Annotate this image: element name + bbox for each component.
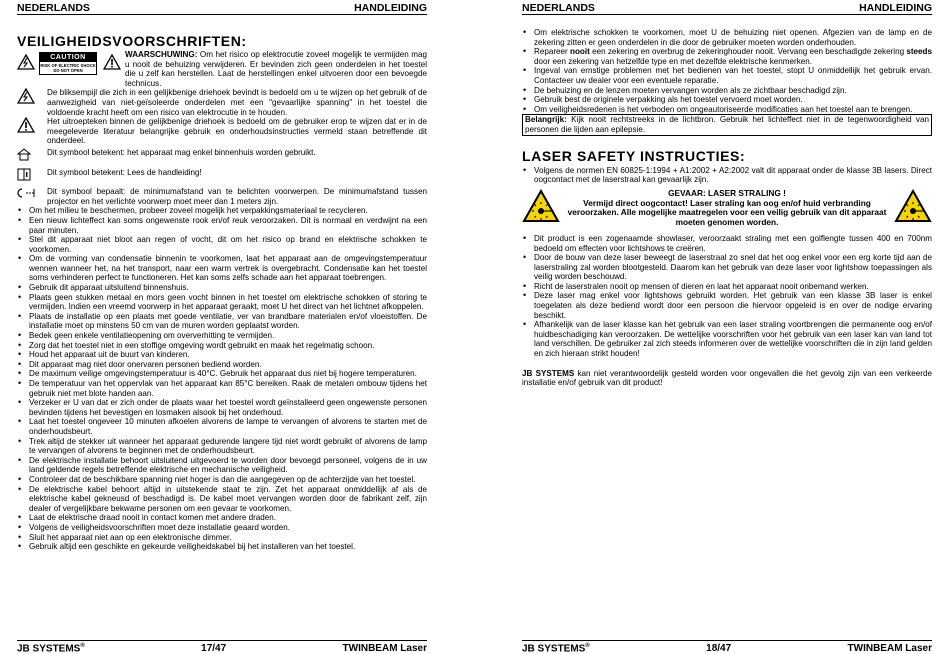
section-title: VEILIGHEIDSVOORSCHRIFTEN: xyxy=(17,33,247,49)
item-text: Gebruik best de originele verpakking als het toestel vervoerd moet worden. xyxy=(534,95,803,105)
list-item: • Een nieuw lichteffect kan soms ongewenste rook en/of reuk veroorzaken. Dit is normaal en verdwijnt na een paar minuten. xyxy=(17,216,427,235)
list-item xyxy=(522,66,932,85)
lightning-text: De bliksempijl die zich in een gelijkbenige driehoek bevindt is bedoeld om u te wijzen op het gebruik of de aanwezigheid van niet-geïsoleerde onderdelen met een "gevaarlijke spanning" in het toestel die voldoende kracht heeft om een risico van elektrocutie in te houden. xyxy=(47,88,427,117)
item-text: Repareer xyxy=(534,47,571,57)
warning-text: Om het risico op elektrocutie zoveel mogelijk te vermijden mag u nooit de behuizing verwijderen. Er bevinden zich geen onderdelen in het toestel die u zelf kan herstellen. Laat de herstellingen enkel uitvoeren door een bevoegde technicus. xyxy=(125,50,427,88)
emphasis-text: steeds xyxy=(906,47,932,57)
manual-row xyxy=(17,168,427,184)
lightning-triangle-icon xyxy=(17,50,39,73)
list-item: • Verzeker er U van dat er zich onder de plaats waar het toestel wordt geïnstalleerd geen ongewenste personen bevinden tijdens het bevestigen en losmaken alsook bij het onderhoud. xyxy=(17,398,427,417)
lightning-row xyxy=(17,88,427,117)
item-text: door een zekering van hetzelfde type en met dezelfde elektrische kenmerken. xyxy=(534,56,813,66)
list-item: • Laat de elektrische draad nooit in contact komen met andere draden. xyxy=(17,513,427,523)
list-item xyxy=(522,47,932,66)
list-item xyxy=(522,105,932,115)
list-item: • Gebruik dit apparaat uitsluitend binnenshuis. xyxy=(17,283,427,293)
list-item: • Dit product is een zogenaamde showlaser, veroorzaakt straling met een golflengte tussen 400 en 700nm bedoeld om effecten voor lichtshows te creëren. xyxy=(522,234,932,253)
exclaim-row xyxy=(17,117,427,146)
exclamation-triangle-icon xyxy=(97,50,125,73)
laser-norm-list xyxy=(522,166,932,185)
safety-section xyxy=(17,33,427,552)
right-content xyxy=(522,28,932,388)
header-type: HANDLEIDING xyxy=(354,2,427,14)
footer-product: TWINBEAM Laser xyxy=(847,643,932,654)
list-item: • Door de bouw van deze laser beweegt de laserstraal zo snel dat het oog enkel voor een erg korte tijd aan de laserstraling zal worden blootgesteld. Daarom kan het gebruik van deze laser voor lightshow toepassingen als veilig worden beschouwd. xyxy=(522,253,932,282)
list-item: • De elektrische kabel behoort altijd in uitstekende staat te zijn. Zet het apparaat onmiddellijk af als de elektrische kabel gekneusd of beschadigd is. De kabel moet vervangen worden door de fabrikant zelf, zijn dealer of vergelijkbare bekwame personen om een gevaar te voorkomen. xyxy=(17,485,427,514)
laser-hazard-icon xyxy=(522,189,560,228)
caution-label-box xyxy=(39,52,97,75)
disclaimer-brand: JB SYSTEMS xyxy=(522,368,575,378)
exclamation-symbol-icon xyxy=(17,117,47,136)
list-item: • Volgens de veiligheidsvoorschriften moet deze installatie geaard worden. xyxy=(17,523,427,533)
indoor-text: Dit symbool betekent: het apparaat mag enkel binnenhuis worden gebruikt. xyxy=(47,147,316,157)
list-item: • Plaats geen stukken metaal en mors geen vocht binnen in het toestel om elektrische schokken of storing te vermijden. Indien een vreemd voorwerp in het apparaat geraakt, moet U het direct van het lichtnet afkoppelen. xyxy=(17,293,427,312)
list-item: • Controleer dat de beschikbare spanning niet hoger is dan die aangegeven op de achterzijde van het toestel. xyxy=(17,475,427,485)
list-item: • Richt de laserstralen nooit op mensen of dieren en laat het apparaat nooit onbemand werken. xyxy=(522,282,932,292)
item-text: een zekering en overbrug de zekeringhouder nooit. Vervang een beschadigde zekering xyxy=(589,47,907,57)
important-text: Kijk nooit rechtstreeks in de lichtbron. Gebruik het lichteffect niet in de tegenwoordigheid van personen die lijden aan epilepsie. xyxy=(525,115,929,134)
emphasis-text: nooit xyxy=(570,47,590,57)
important-label: Belangrijk: xyxy=(525,115,567,125)
disclaimer xyxy=(522,369,932,388)
list-item: • Stel dit apparaat niet bloot aan regen of vocht, dit om het risico op brand en elektrische schokken te voorkomen. xyxy=(17,235,427,254)
lightning-symbol-icon xyxy=(17,88,47,107)
laser-norm-item: • Volgens de normen EN 60825-1:1994 + A1:2002 + A2:2002 valt dit apparaat onder de klasse 3B lasers. Direct oogcontact met de laserstraal kan gevaarlijk zijn. xyxy=(522,166,932,185)
list-item: • Om het milieu te beschermen, probeer zoveel mogelijk het verpakkingsmateriaal te recycleren. xyxy=(17,206,427,216)
item-text: Ingeval van ernstige problemen met het bedienen van het toestel, stopt U onmiddellijk het gebruik ervan. Contacteer uw dealer voor een eventuele reparatie. xyxy=(534,66,932,85)
distance-row xyxy=(17,187,427,206)
list-item: • Deze laser mag enkel voor lightshows gebruikt worden. Het gebruik van een klasse 3B laser is enkel toegelaten als deze bediend wordt door een persoon die hiervoor opgeleid is en over de nodige ervaring beschikt. xyxy=(522,291,932,320)
laser-section-title: LASER SAFETY INSTRUCTIES: xyxy=(522,147,746,164)
distance-symbol-icon xyxy=(17,187,47,202)
footer-page-number: 17/47 xyxy=(201,643,227,654)
list-item: • Dit apparaat mag niet door onervaren personen bediend worden. xyxy=(17,360,427,370)
page-right xyxy=(522,0,932,654)
footer-product: TWINBEAM Laser xyxy=(342,643,427,654)
distance-text: Dit symbool bepaalt: de minimumafstand van te belichten voorwerpen. De minimumafstand tussen projector en het verlichte voorwerp moet meer dan 1 meters zijn. xyxy=(47,187,427,206)
manual-book-icon xyxy=(17,168,47,184)
header-language: NEDERLANDS xyxy=(17,2,90,14)
page-footer xyxy=(17,640,427,654)
caution-small-text: RISK OF ELECTRIC SHOCK DO NOT OPEN xyxy=(40,63,96,73)
header-language: NEDERLANDS xyxy=(522,2,595,14)
list-item: • De maximum veilige omgevingstemperatuur is 40°C. Gebruik het apparaat dus niet bij hogere temperaturen. xyxy=(17,369,427,379)
list-item: • Om de vorming van condensatie binnenin te voorkomen, laat het apparaat aan de omgevingstemperatuur wennen wanneer het, na het transport, naar een warm vertrek is overgebracht. Condensatie kan het toestel soms verhinderen perfect te functioneren. Het kan soms zelfs schade aan het apparaat toebrengen. xyxy=(17,254,427,283)
laser-bullet-list xyxy=(522,234,932,359)
laser-hazard-icon xyxy=(894,189,932,228)
page-header xyxy=(17,0,427,15)
footer-brand: JB SYSTEMS® xyxy=(522,643,590,654)
warning-paragraph xyxy=(125,50,427,88)
list-item: • Plaats de installatie op een plaats met goede ventilatie, ver van brandbare materialen en/of vloeistoffen. De installatie moet op minstens 50 cm van de muren worden geplaatst worden. xyxy=(17,312,427,331)
page-header xyxy=(522,0,932,15)
page-left xyxy=(17,0,427,654)
laser-warning-heading: GEVAAR: LASER STRALING ! xyxy=(668,187,786,198)
list-item: • De temperatuur van het oppervlak van het apparaat kan 85°C bereiken. Raak de metalen ombouw tijdens het gebruik niet met blote handen aan. xyxy=(17,379,427,398)
footer-brand: JB SYSTEMS® xyxy=(17,643,85,654)
list-item: • Bedek geen enkele ventilatieopening om oververhitting te vermijden. xyxy=(17,331,427,341)
item-text: Om elektrische schokken te voorkomen, moet U de behuizing niet openen. Afgezien van de lamp en de zekering zitten er geen onderdelen in die door de gebruiker moeten worden onderhouden. xyxy=(534,28,932,47)
header-type: HANDLEIDING xyxy=(859,2,932,14)
indoor-row xyxy=(17,148,427,164)
exclaim-text: Het uitroepteken binnen de gelijkbenige driehoek is bedoeld om de gebruiker erop te wijzen dat er in de meegeleverde literatuur belangrijke gebruik en onderhoudsinstructies vermeld staan betreffende dit onderdeel. xyxy=(47,117,427,146)
list-item xyxy=(522,95,932,105)
list-item: • Sluit het apparaat niet aan op een elektronische dimmer. xyxy=(17,533,427,543)
list-item: • De elektrische installatie behoort uitsluitend uitgevoerd te worden door bevoegd personeel, volgens de in uw land geldende regels betreffende elektrische en mechanische veiligheid. xyxy=(17,456,427,475)
list-item xyxy=(522,28,932,47)
list-item: • Gebruik altijd een geschikte en gekeurde veiligheidskabel bij het installeren van het toestel. xyxy=(17,542,427,552)
list-item: • Trek altijd de stekker uit wanneer het apparaat gedurende langere tijd niet wordt gebruikt of alvorens de lamp te vervangen of alvorens te beginnen met de onderhoudsbeurt. xyxy=(17,437,427,456)
item-text: De behuizing en de lenzen moeten vervangen worden als ze zichtbaar beschadigd zijn. xyxy=(534,85,847,95)
caution-label: CAUTION xyxy=(40,53,96,62)
laser-warning-block xyxy=(522,189,932,228)
important-notice xyxy=(522,114,932,135)
house-icon xyxy=(17,148,47,164)
page-footer xyxy=(522,640,932,654)
safety-bullet-list xyxy=(17,206,427,551)
disclaimer-text: kan niet verantwoordelijk gesteld worden voor ongevallen die het gevolg zijn van een verkeerde installatie en/of gebruik van dit product! xyxy=(522,368,932,388)
footer-page-number: 18/47 xyxy=(706,643,732,654)
manual-text: Dit symbool betekent: Lees de handleiding! xyxy=(47,167,202,177)
list-item: • Laat het toestel ongeveer 10 minuten afkoelen alvorens de lampe te vervangen of alvorens te starten met de onderhoudsbeurt. xyxy=(17,417,427,436)
list-item xyxy=(522,86,932,96)
laser-warning-text xyxy=(560,189,894,228)
safety-bullet-list-continued xyxy=(522,28,932,114)
laser-warning-body: Vermijd direct oogcontact! Laser straling kan oog en/of huid verbranding veroorzaken. Alle mogelijke maatregelen voor een veilig gebruik van dit apparaat moeten genomen worden. xyxy=(567,197,887,228)
list-item: • Houd het apparaat uit de buurt van kinderen. xyxy=(17,350,427,360)
caution-row xyxy=(17,50,427,88)
list-item: • Afhankelijk van de laser klasse kan het gebruik van een laser straling voortbrengen die permanente oog en/of huidbeschadiging kan veroorzaken. De wettelijke voorschriften voor het gebruik van een laser kan van land tot land verschillen. De gebruiker zal zich steeds informeren over de wettelijke voorschriften die in zijn land gelden en zich hieraan strikt houden! xyxy=(522,320,932,358)
item-text: Om veiligheidsredenen is het verboden om ongeautoriseerde modificaties aan het toestel aan te brengen. xyxy=(534,104,913,114)
warning-label: WAARSCHUWING: xyxy=(125,50,198,59)
list-item: • Zorg dat het toestel niet in een stoffige omgeving wordt gebruikt en maak het regelmatig schoon. xyxy=(17,341,427,351)
